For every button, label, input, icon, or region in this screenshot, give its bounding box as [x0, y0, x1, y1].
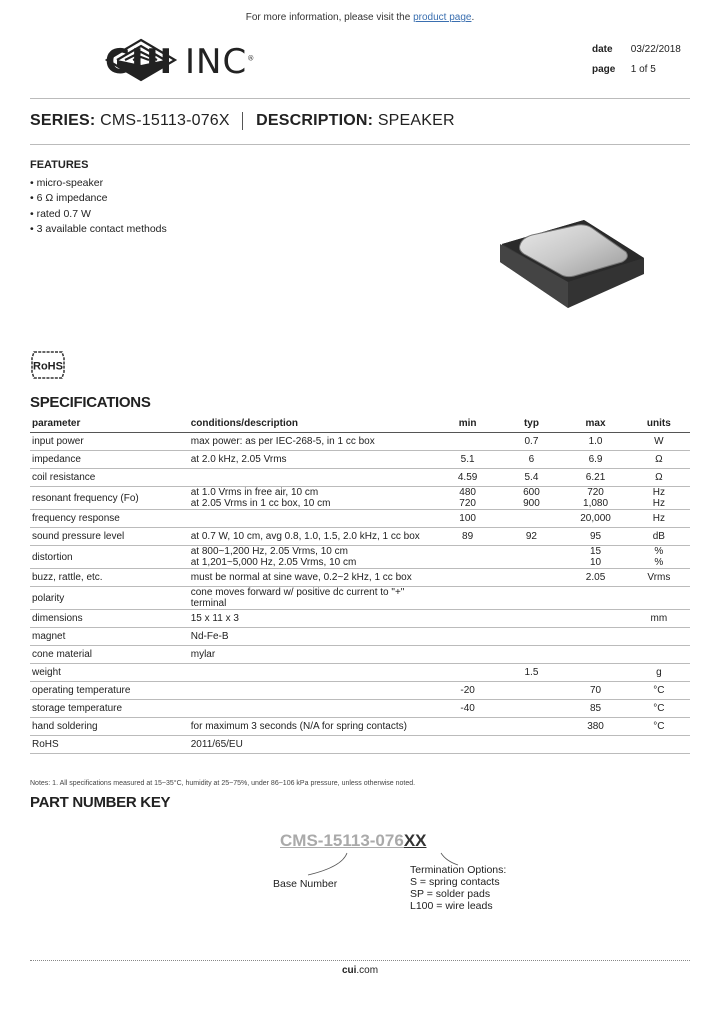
cell-typ	[500, 510, 564, 528]
table-row	[30, 528, 690, 546]
cell-max: 2.05	[563, 569, 627, 587]
series-label: SERIES:	[30, 112, 96, 130]
description-value: SPEAKER	[377, 112, 455, 130]
table-row	[30, 587, 690, 610]
cell-max: 20,000	[563, 510, 627, 528]
table-header-row	[30, 414, 690, 433]
date-label: date	[592, 44, 613, 55]
cell-min: 5.1	[436, 451, 500, 469]
table-row	[30, 664, 690, 682]
cell-typ	[500, 610, 564, 628]
table-row	[30, 451, 690, 469]
cell-min: 100	[436, 510, 500, 528]
top-note	[0, 12, 720, 23]
cell-max	[563, 736, 627, 754]
footer-bold: cui	[341, 965, 357, 976]
cell-max: 70	[563, 682, 627, 700]
cell-typ	[500, 700, 564, 718]
cell-conditions: at 0.7 W, 10 cm, avg 0.8, 1.0, 1.5, 2.0 kHz, 1 cc box	[189, 528, 436, 546]
part-number-suffix: XX	[403, 831, 427, 850]
cell-parameter: polarity	[30, 587, 189, 610]
cell-conditions: 15 x 11 x 3	[189, 610, 436, 628]
cell-conditions	[189, 682, 436, 700]
cell-max: 85	[563, 700, 627, 718]
header-max: max	[563, 414, 627, 433]
header-conditions: conditions/description	[189, 414, 436, 433]
cell-conditions	[189, 510, 436, 528]
table-row	[30, 569, 690, 587]
date-value: 03/22/2018	[630, 44, 681, 55]
table-row	[30, 718, 690, 736]
features-list	[30, 176, 167, 237]
cell-typ	[500, 569, 564, 587]
footer-rest: .com	[356, 965, 379, 976]
table-row	[30, 546, 690, 569]
cell-parameter: buzz, rattle, etc.	[30, 569, 189, 587]
top-note-suffix: .	[471, 12, 475, 23]
table-row	[30, 628, 690, 646]
specifications-body	[30, 433, 690, 754]
cell-conditions: mylar	[189, 646, 436, 664]
cell-typ	[500, 736, 564, 754]
cell-units: °C	[628, 718, 690, 736]
cell-units	[628, 736, 690, 754]
series-header	[30, 112, 455, 130]
specifications-title: SPECIFICATIONS	[30, 394, 151, 411]
header-units: units	[628, 414, 690, 433]
cell-conditions: 2011/65/EU	[189, 736, 436, 754]
table-row	[30, 682, 690, 700]
header-min: min	[436, 414, 500, 433]
cell-units: mm	[628, 610, 690, 628]
cell-min	[436, 646, 500, 664]
cell-typ: 92	[500, 528, 564, 546]
cell-min	[436, 587, 500, 610]
cell-typ: 5.4	[500, 469, 564, 487]
cell-typ	[500, 628, 564, 646]
cell-units: Ω	[628, 451, 690, 469]
table-row	[30, 736, 690, 754]
cell-conditions: for maximum 3 seconds (N/A for spring contacts)	[189, 718, 436, 736]
feature-item: • micro-speaker	[30, 177, 104, 189]
cell-parameter: magnet	[30, 628, 189, 646]
cell-conditions: at 1.0 Vrms in free air, 10 cm at 2.05 Vrms in 1 cc box, 10 cm	[189, 487, 436, 510]
cell-min	[436, 546, 500, 569]
cell-parameter: distortion	[30, 546, 189, 569]
header-typ: typ	[500, 414, 564, 433]
specifications-table	[30, 414, 690, 754]
cell-typ: 600 900	[500, 487, 564, 510]
cell-typ: 1.5	[500, 664, 564, 682]
cell-typ: 6	[500, 451, 564, 469]
table-row	[30, 433, 690, 451]
cell-max: 720 1,080	[563, 487, 627, 510]
cell-parameter: frequency response	[30, 510, 189, 528]
cell-typ: 0.7	[500, 433, 564, 451]
cell-max	[563, 610, 627, 628]
cell-parameter: impedance	[30, 451, 189, 469]
header-parameter: parameter	[30, 414, 189, 433]
divider-top	[30, 98, 690, 99]
cell-min: -20	[436, 682, 500, 700]
logo-bold: CUI	[105, 42, 174, 82]
cell-min	[436, 736, 500, 754]
cell-parameter: operating temperature	[30, 682, 189, 700]
cell-min	[436, 610, 500, 628]
table-row	[30, 469, 690, 487]
product-page-link[interactable]: product page	[413, 12, 472, 23]
cell-max: 6.21	[563, 469, 627, 487]
page-label: page	[592, 64, 616, 75]
divider-footer	[30, 960, 690, 961]
table-row	[30, 487, 690, 510]
cell-units: °C	[628, 682, 690, 700]
spec-notes: Notes: 1. All specifications measured at 15~35°C, humidity at 25~75%, under 86~106 kPa pressure, unless otherwise noted.	[30, 780, 416, 787]
termination-options	[410, 864, 506, 912]
cell-conditions: at 800~1,200 Hz, 2.05 Vrms, 10 cm at 1,201~5,000 Hz, 2.05 Vrms, 10 cm	[189, 546, 436, 569]
cell-parameter: weight	[30, 664, 189, 682]
part-number-base: CMS-15113-076	[280, 831, 404, 850]
cell-conditions: at 2.0 kHz, 2.05 Vrms	[189, 451, 436, 469]
cell-units: dB	[628, 528, 690, 546]
cell-min: 480 720	[436, 487, 500, 510]
cell-units: Vrms	[628, 569, 690, 587]
cell-typ	[500, 646, 564, 664]
cell-conditions	[189, 700, 436, 718]
cell-parameter: RoHS	[30, 736, 189, 754]
cell-min	[436, 664, 500, 682]
termination-title: Termination Options:	[410, 864, 507, 876]
rohs-badge-icon	[30, 350, 66, 380]
cell-max	[563, 587, 627, 610]
cell-parameter: cone material	[30, 646, 189, 664]
logo-light: INC	[185, 42, 248, 82]
cell-units: °C	[628, 700, 690, 718]
termination-option: SP = solder pads	[410, 888, 491, 900]
date-line	[592, 44, 681, 55]
cell-conditions: Nd-Fe-B	[189, 628, 436, 646]
cell-conditions	[189, 664, 436, 682]
part-number-key-title: PART NUMBER KEY	[30, 794, 171, 811]
series-value: CMS-15113-076X	[100, 112, 230, 130]
cell-max: 15 10	[563, 546, 627, 569]
cell-units: Hz	[628, 510, 690, 528]
cell-conditions: must be normal at sine wave, 0.2~2 kHz, 1 cc box	[189, 569, 436, 587]
cell-max	[563, 664, 627, 682]
table-row	[30, 646, 690, 664]
speaker-product-image	[498, 218, 646, 310]
page-line	[592, 64, 656, 75]
cell-max	[563, 646, 627, 664]
cell-min	[436, 433, 500, 451]
cell-max	[563, 628, 627, 646]
top-note-prefix: For more information, please visit the	[245, 12, 414, 23]
cell-max: 380	[563, 718, 627, 736]
cell-parameter: sound pressure level	[30, 528, 189, 546]
cell-conditions: cone moves forward w/ positive dc current to "+" terminal	[189, 587, 436, 610]
cell-typ	[500, 718, 564, 736]
cell-units: W	[628, 433, 690, 451]
cell-min	[436, 569, 500, 587]
cell-units	[628, 587, 690, 610]
feature-item: • rated 0.7 W	[30, 207, 91, 220]
cell-typ	[500, 546, 564, 569]
description-label: DESCRIPTION:	[256, 112, 374, 130]
table-row	[30, 700, 690, 718]
cell-parameter: coil resistance	[30, 469, 189, 487]
rohs-badge-text: RoHS	[33, 360, 63, 373]
cell-min: 89	[436, 528, 500, 546]
cell-max: 1.0	[563, 433, 627, 451]
termination-option: S = spring contacts	[410, 876, 500, 888]
base-number-label: Base Number	[273, 878, 338, 890]
cell-typ	[500, 587, 564, 610]
cell-units: Hz Hz	[628, 487, 690, 510]
table-row	[30, 510, 690, 528]
cell-min: -40	[436, 700, 500, 718]
feature-item: • 3 available contact methods	[30, 222, 167, 235]
cell-parameter: storage temperature	[30, 700, 189, 718]
table-row	[30, 610, 690, 628]
cell-units: % %	[628, 546, 690, 569]
features-title: FEATURES	[30, 159, 89, 171]
cell-conditions: max power: as per IEC-268-5, in 1 cc box	[189, 433, 436, 451]
cell-min: 4.59	[436, 469, 500, 487]
termination-option: L100 = wire leads	[410, 900, 493, 912]
cell-typ	[500, 682, 564, 700]
cell-max: 6.9	[563, 451, 627, 469]
logo-reg: ®	[247, 54, 256, 63]
footer-site	[0, 965, 720, 976]
cell-min	[436, 718, 500, 736]
cell-parameter: input power	[30, 433, 189, 451]
cell-units	[628, 646, 690, 664]
feature-item: • 6 Ω impedance	[30, 192, 108, 205]
cell-parameter: dimensions	[30, 610, 189, 628]
cell-max: 95	[563, 528, 627, 546]
cell-min	[436, 628, 500, 646]
cell-parameter: hand soldering	[30, 718, 189, 736]
cell-parameter: resonant frequency (Fo)	[30, 487, 189, 510]
divider-series	[30, 144, 690, 145]
cui-logo-text	[105, 42, 255, 82]
cell-conditions	[189, 469, 436, 487]
cell-units: g	[628, 664, 690, 682]
cell-units	[628, 628, 690, 646]
page-value: 1 of 5	[630, 64, 656, 75]
cell-units: Ω	[628, 469, 690, 487]
series-separator	[242, 112, 243, 130]
